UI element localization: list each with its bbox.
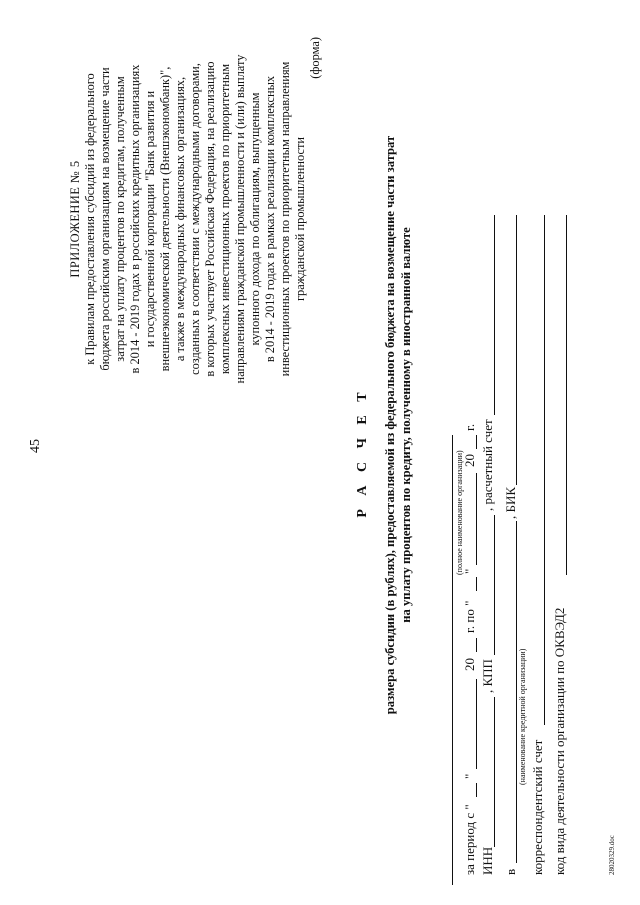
appendix-line: комплексных инвестиционных проектов по приоритетным xyxy=(218,63,232,375)
inn-field[interactable] xyxy=(494,697,495,847)
appendix-title: ПРИЛОЖЕНИЕ № 5 xyxy=(68,160,82,278)
quote-mark: " xyxy=(462,773,477,779)
appendix-block xyxy=(68,15,323,423)
kpp-field[interactable] xyxy=(494,515,495,655)
document-title: Р А С Ч Е Т xyxy=(355,387,370,518)
bank-prefix-label: в xyxy=(503,868,518,875)
appendix-line: инвестиционных проектов по приоритетным направлениям xyxy=(278,61,292,377)
org-name-field[interactable] xyxy=(452,435,453,885)
period-from-day-field[interactable] xyxy=(476,783,477,797)
bik-label: , БИК xyxy=(503,486,518,519)
appendix-line: купонного дохода по облигациям, выпущенным xyxy=(248,92,262,346)
appendix-line: гражданской промышленности xyxy=(293,136,307,302)
document-subtitle xyxy=(382,105,414,745)
form-label: (форма) xyxy=(308,37,322,79)
appendix-line: внешнеэкономической деятельности (Внешэкономбанк)", xyxy=(158,66,172,372)
corr-account-field[interactable] xyxy=(544,215,545,725)
okved-field[interactable] xyxy=(566,215,567,575)
period-from-month-field[interactable] xyxy=(476,679,477,769)
appendix-line: затрат на уплату процентов по кредитам, полученным xyxy=(113,76,127,362)
bank-name-caption: (наименование кредитной организации) xyxy=(518,648,527,785)
org-name-caption: (полное наименование организации) xyxy=(455,450,464,575)
period-to-label: г. по " xyxy=(462,600,477,633)
account-label: , расчетный счет xyxy=(480,419,495,511)
footer-doc-code: 28020329.doc xyxy=(608,835,616,875)
appendix-line: направлениям гражданской промышленности и (или) выплату xyxy=(233,54,247,384)
appendix-line: в которых участвует Российская Федерация, на реализацию xyxy=(203,61,217,377)
page-number: 45 xyxy=(28,439,43,453)
inn-label: ИНН xyxy=(480,846,495,875)
appendix-line: а также в международных финансовых организациях, xyxy=(173,76,187,362)
quote-mark: " xyxy=(462,568,477,574)
appendix-line: к Правилам предоставления субсидий из федерального xyxy=(83,73,97,365)
year-prefix-to: 20 xyxy=(462,454,477,467)
subtitle-line-2: на уплату процентов по кредиту, полученному в иностранной валюте xyxy=(399,227,413,623)
appendix-line: созданных в соответствии с международными договорами, xyxy=(188,63,202,375)
kpp-label: , КПП xyxy=(480,659,495,693)
corr-account-label: корреспондентский счет xyxy=(530,739,545,875)
period-to-day-field[interactable] xyxy=(476,577,477,591)
year-prefix-from: 20 xyxy=(462,658,477,671)
subtitle-line-1: размера субсидии (в рублях), предоставляемой из федерального бюджета на возмещение части затрат xyxy=(383,135,397,715)
appendix-line: бюджета российским организациям на возмещение части xyxy=(98,67,112,371)
period-from-year-field[interactable] xyxy=(476,638,477,652)
bik-field[interactable] xyxy=(516,215,517,485)
appendix-line: в 2014 - 2019 годах в российских кредитных организациях xyxy=(128,64,142,374)
okved-label: код вида деятельности организации по ОКВЭД2 xyxy=(552,607,567,875)
period-end-label: г. xyxy=(462,423,477,431)
bank-name-field[interactable] xyxy=(516,521,517,863)
period-from-label: за период с " xyxy=(462,804,477,875)
period-to-month-field[interactable] xyxy=(476,473,477,565)
appendix-line: и государственной корпорации "Банк развития и xyxy=(143,90,157,348)
period-to-year-field[interactable] xyxy=(476,435,477,449)
account-field[interactable] xyxy=(494,215,495,415)
appendix-line: в 2014 - 2019 годах в рамках реализации комплексных xyxy=(263,75,277,363)
